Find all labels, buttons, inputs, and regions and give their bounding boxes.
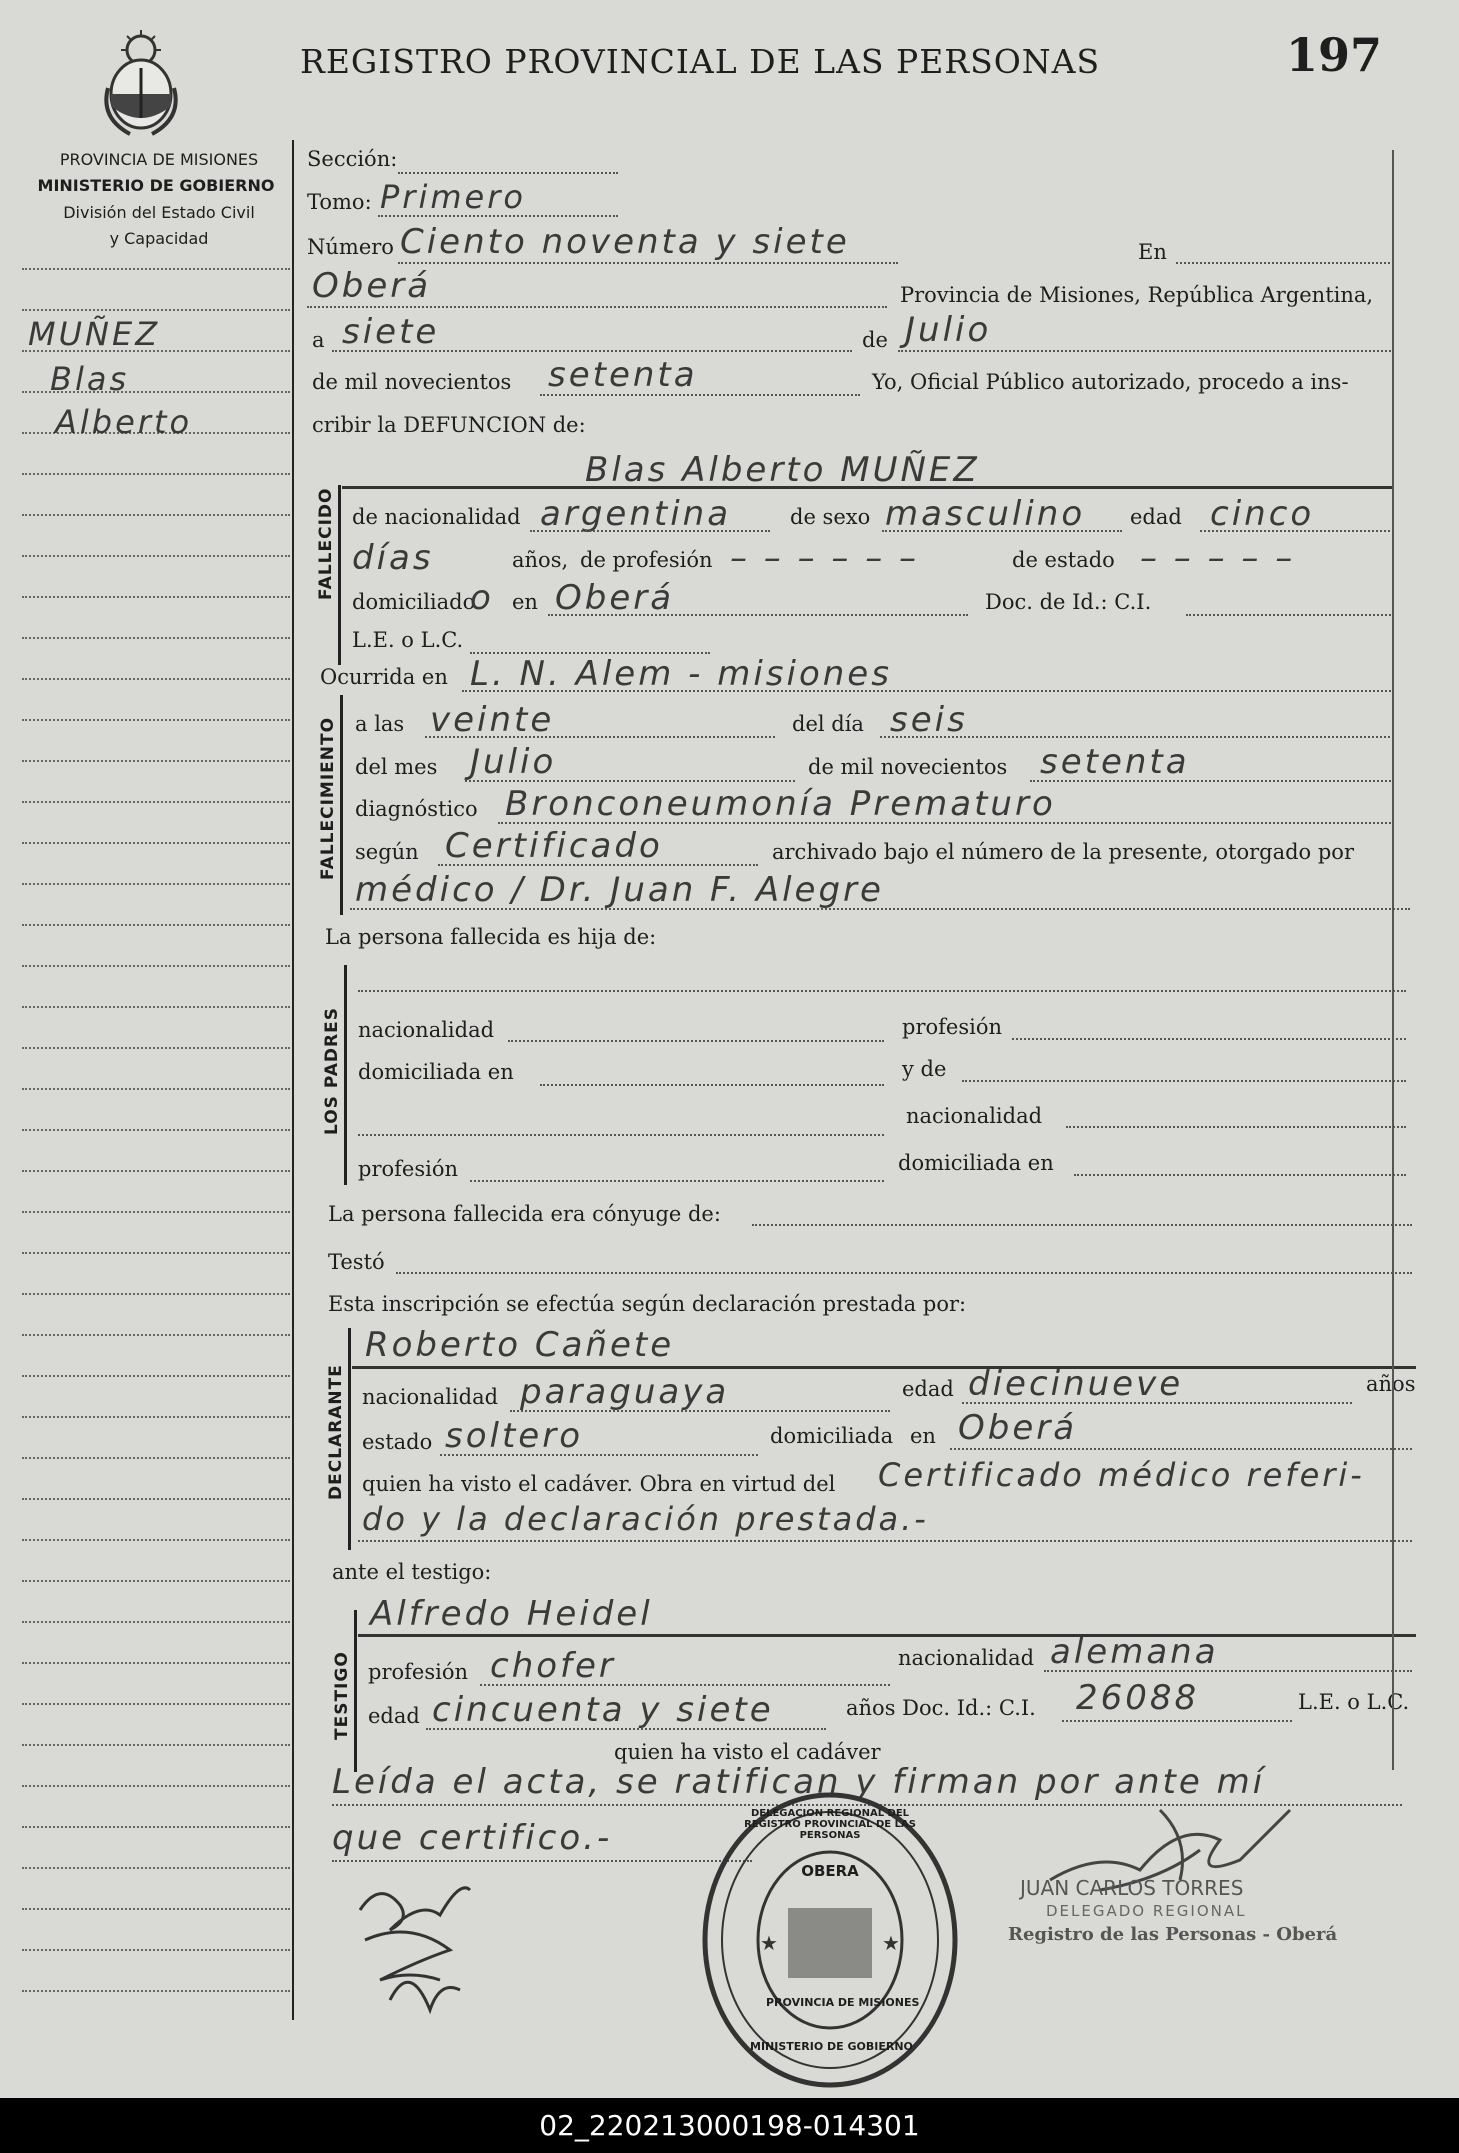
official-title: DELEGADO REGIONAL [1046, 1902, 1247, 1920]
margin-ruled-line [22, 1949, 290, 1951]
declarante-visto-text: quien ha visto el cadáver. Obra en virtud del [362, 1472, 836, 1496]
padre-nacionalidad-label: nacionalidad [358, 1018, 495, 1042]
official-name: JUAN CARLOS TORRES [1020, 1876, 1244, 1900]
day-value: siete [342, 312, 440, 352]
margin-ruled-line [22, 1867, 290, 1869]
declarante-anos-label: años [1366, 1372, 1416, 1396]
testigo-name: Alfredo Heidel [370, 1594, 653, 1634]
margin-column-divider [292, 140, 294, 2020]
section-bracket-fallecimiento [340, 695, 343, 915]
section-declarante: DECLARANTE [326, 1364, 346, 1500]
coat-of-arms-emblem [100, 28, 182, 140]
section-bracket-fallecido [338, 485, 341, 665]
madre-domiciliada-label: domiciliada en [898, 1151, 1054, 1175]
declarant-signature-icon [350, 1860, 500, 2020]
estado-value: – – – – – [1140, 538, 1296, 578]
nacionalidad-label: de nacionalidad [352, 505, 521, 529]
testigo-le-label: L.E. o L.C. [1298, 1690, 1410, 1714]
margin-ruled-line [22, 1990, 290, 1992]
margin-ruled-line [22, 883, 290, 885]
numero-label: Número [307, 235, 394, 259]
declarante-virtud-value: Certificado médico referi- [878, 1456, 1365, 1494]
declarante-name: Roberto Cañete [365, 1325, 675, 1365]
padre-profesion-label: profesión [902, 1015, 1002, 1039]
margin-ruled-line [22, 1375, 290, 1377]
declarante-en-label: en [910, 1424, 936, 1448]
form-title: REGISTRO PROVINCIAL DE LAS PERSONAS [300, 42, 1101, 81]
declarante-domiciliada-label: domiciliada [770, 1424, 894, 1448]
margin-ruled-line [22, 1908, 290, 1910]
testigo-nacionalidad-value: alemana [1050, 1632, 1219, 1672]
numero-value: Ciento noventa y siete [400, 222, 850, 262]
margin-ruled-line [22, 1580, 290, 1582]
anio-value: setenta [1040, 742, 1190, 782]
margin-ruled-line [22, 1293, 290, 1295]
margin-ruled-line [22, 924, 290, 926]
margin-ruled-line [22, 1498, 290, 1500]
hora-label: a las [355, 712, 405, 736]
conyuge-label: La persona fallecida era cónyuge de: [328, 1202, 721, 1226]
dia-label: del día [792, 712, 864, 736]
segun-label: según [355, 840, 419, 864]
closing-line-2: que certifico.- [332, 1818, 613, 1858]
testigo-visto-text: quien ha visto el cadáver [614, 1740, 881, 1764]
month-value: Julio [905, 310, 992, 350]
margin-ruled-line [22, 842, 290, 844]
inscribir-text: cribir la DEFUNCION de: [312, 413, 586, 437]
official-office: Registro de las Personas - Oberá [1008, 1924, 1338, 1945]
margin-ruled-line [22, 719, 290, 721]
profesion-value: – – – – – – [730, 538, 920, 578]
mes-value: Julio [470, 742, 557, 782]
y-de-label: y de [902, 1057, 947, 1081]
closing-line-1: Leída el acta, se ratifican y firman por ante mí [332, 1762, 1266, 1802]
margin-ruled-line [22, 309, 290, 311]
official-stamp [700, 1790, 960, 2090]
section-bracket-declarante [348, 1328, 351, 1550]
section-bracket-padres [344, 965, 347, 1185]
margin-ruled-line [22, 268, 290, 270]
margin-ruled-line [22, 637, 290, 639]
doc-id-label: Doc. de Id.: C.I. [985, 590, 1152, 614]
a-label: a [312, 328, 325, 352]
nacionalidad-value: argentina [540, 494, 732, 534]
testigo-doc-label: años Doc. Id.: C.I. [846, 1696, 1036, 1720]
margin-ruled-line [22, 1457, 290, 1459]
agency-province: PROVINCIA DE MISIONES [59, 150, 259, 169]
year-value: setenta [548, 355, 698, 395]
tomo-value: Primero [380, 178, 526, 216]
svg-text:★: ★ [760, 1931, 778, 1955]
margin-ruled-line [22, 1252, 290, 1254]
declarante-nacionalidad-label: nacionalidad [362, 1385, 499, 1409]
stamp-outer-text: DELEGACION REGIONAL DEL REGISTRO PROVINCIAL DE LAS PERSONAS [744, 1808, 916, 1841]
agency-division: División del Estado Civil [63, 203, 255, 222]
declarante-estado-label: estado [362, 1430, 433, 1454]
section-padres: LOS PADRES [322, 1007, 342, 1135]
margin-ruled-line [22, 1703, 290, 1705]
margin-ruled-line [22, 760, 290, 762]
testigo-profesion-value: chofer [490, 1646, 616, 1686]
testigo-profesion-label: profesión [368, 1660, 468, 1684]
margin-ruled-line [22, 1047, 290, 1049]
dia-value: seis [890, 700, 968, 740]
madre-nacionalidad-label: nacionalidad [906, 1104, 1043, 1128]
agency-ministry: MINISTERIO DE GOBIERNO [37, 176, 275, 195]
testigo-ante-label: ante el testigo: [332, 1560, 492, 1584]
svg-text:★: ★ [882, 1931, 900, 1955]
margin-ruled-line [22, 1129, 290, 1131]
scan-identifier: 02_220213000198-014301 [0, 2098, 1459, 2153]
diagnostico-value: Bronconeumonía Prematuro [505, 784, 1056, 824]
margin-ruled-line [22, 1826, 290, 1828]
margin-middle-name: Alberto [55, 403, 193, 441]
declarante-nacionalidad-value: paraguaya [520, 1372, 730, 1412]
domicilio-value: Oberá [555, 578, 675, 618]
domiciliado-label: domiciliado [352, 590, 476, 614]
provincia-text: Provincia de Misiones, República Argentina, [900, 283, 1374, 307]
sexo-label: de sexo [790, 505, 871, 529]
le-label: L.E. o L.C. [352, 628, 464, 652]
profesion-label: de profesión [580, 548, 713, 572]
edad-unit-value: días [352, 538, 434, 578]
deceased-name: Blas Alberto MUÑEZ [585, 450, 980, 490]
margin-ruled-line [22, 965, 290, 967]
section-testigo: TESTIGO [332, 1651, 352, 1740]
archivado-text: archivado bajo el número de la presente, otorgado por [772, 840, 1354, 864]
margin-ruled-line [22, 1539, 290, 1541]
estado-label: de estado [1012, 548, 1115, 572]
margin-ruled-line [22, 1334, 290, 1336]
domicilio-en-label: en [512, 590, 538, 614]
edad-label: edad [1130, 505, 1182, 529]
sexo-value: masculino [885, 494, 1086, 534]
margin-ruled-line [22, 1662, 290, 1664]
margin-ruled-line [22, 1621, 290, 1623]
testo-label: Testó [328, 1250, 385, 1274]
margin-ruled-line [22, 555, 290, 557]
section-bracket-testigo [354, 1610, 357, 1772]
right-border-line [1392, 150, 1394, 1770]
de-label: de [862, 328, 888, 352]
margin-ruled-line [22, 1211, 290, 1213]
testigo-edad-value: cincuenta y siete [432, 1690, 774, 1730]
medico-value: médico / Dr. Juan F. Alegre [355, 870, 884, 910]
segun-value: Certificado [445, 826, 663, 866]
place-value: Oberá [312, 266, 432, 306]
section-fallecido: FALLECIDO [316, 487, 336, 600]
testigo-ci-value: 26088 [1076, 1678, 1200, 1718]
margin-ruled-line [22, 1416, 290, 1418]
margin-ruled-line [22, 596, 290, 598]
section-fallecimiento: FALLECIMIENTO [318, 716, 338, 880]
margin-surname: MUÑEZ [28, 315, 161, 353]
margin-ruled-line [22, 678, 290, 680]
ocurrida-value: L. N. Alem - misiones [470, 654, 892, 694]
padres-intro: La persona fallecida es hija de: [325, 925, 657, 949]
year-prefix: de mil novecientos [312, 370, 512, 394]
stamp-ministry: MINISTERIO DE GOBIERNO [750, 2040, 913, 2053]
declarante-edad-label: edad [902, 1377, 954, 1401]
padre-profesion2-label: profesión [358, 1157, 458, 1181]
stamp-city: OBERA [801, 1862, 859, 1880]
agency-capacidad: y Capacidad [109, 229, 209, 248]
hora-value: veinte [430, 700, 555, 740]
anos-label: años, [512, 548, 569, 572]
tomo-label: Tomo: [307, 190, 372, 214]
stamp-province: PROVINCIA DE MISIONES [766, 1996, 920, 2009]
margin-ruled-line [22, 1170, 290, 1172]
mes-label: del mes [355, 755, 438, 779]
padre-domiciliada-label: domiciliada en [358, 1060, 514, 1084]
declarante-domicilio-value: Oberá [958, 1408, 1078, 1448]
margin-ruled-line [22, 1088, 290, 1090]
official-text: Yo, Oficial Público autorizado, procedo a ins- [872, 370, 1349, 394]
margin-ruled-line [22, 801, 290, 803]
margin-ruled-line [22, 1006, 290, 1008]
margin-given-name: Blas [50, 360, 130, 398]
declarante-virtud-value2: do y la declaración prestada.- [362, 1500, 929, 1538]
page-number: 197 [1286, 28, 1383, 82]
testigo-edad-label: edad [368, 1704, 420, 1728]
margin-ruled-line [22, 1785, 290, 1787]
anio-label: de mil novecientos [808, 755, 1008, 779]
inscripcion-text: Esta inscripción se efectúa según declaración prestada por: [328, 1292, 967, 1316]
testigo-nacionalidad-label: nacionalidad [898, 1646, 1035, 1670]
margin-ruled-line [22, 1744, 290, 1746]
margin-ruled-line [22, 473, 290, 475]
seccion-label: Sección: [307, 147, 398, 171]
en-label: En [1138, 240, 1167, 264]
declarante-edad-value: diecinueve [968, 1364, 1184, 1404]
margin-ruled-line [22, 514, 290, 516]
domiciliado-o: o [470, 578, 494, 618]
diagnostico-label: diagnóstico [355, 797, 478, 821]
edad-value: cinco [1210, 494, 1315, 534]
declarante-estado-value: soltero [445, 1416, 583, 1456]
ocurrida-label: Ocurrida en [320, 665, 448, 689]
